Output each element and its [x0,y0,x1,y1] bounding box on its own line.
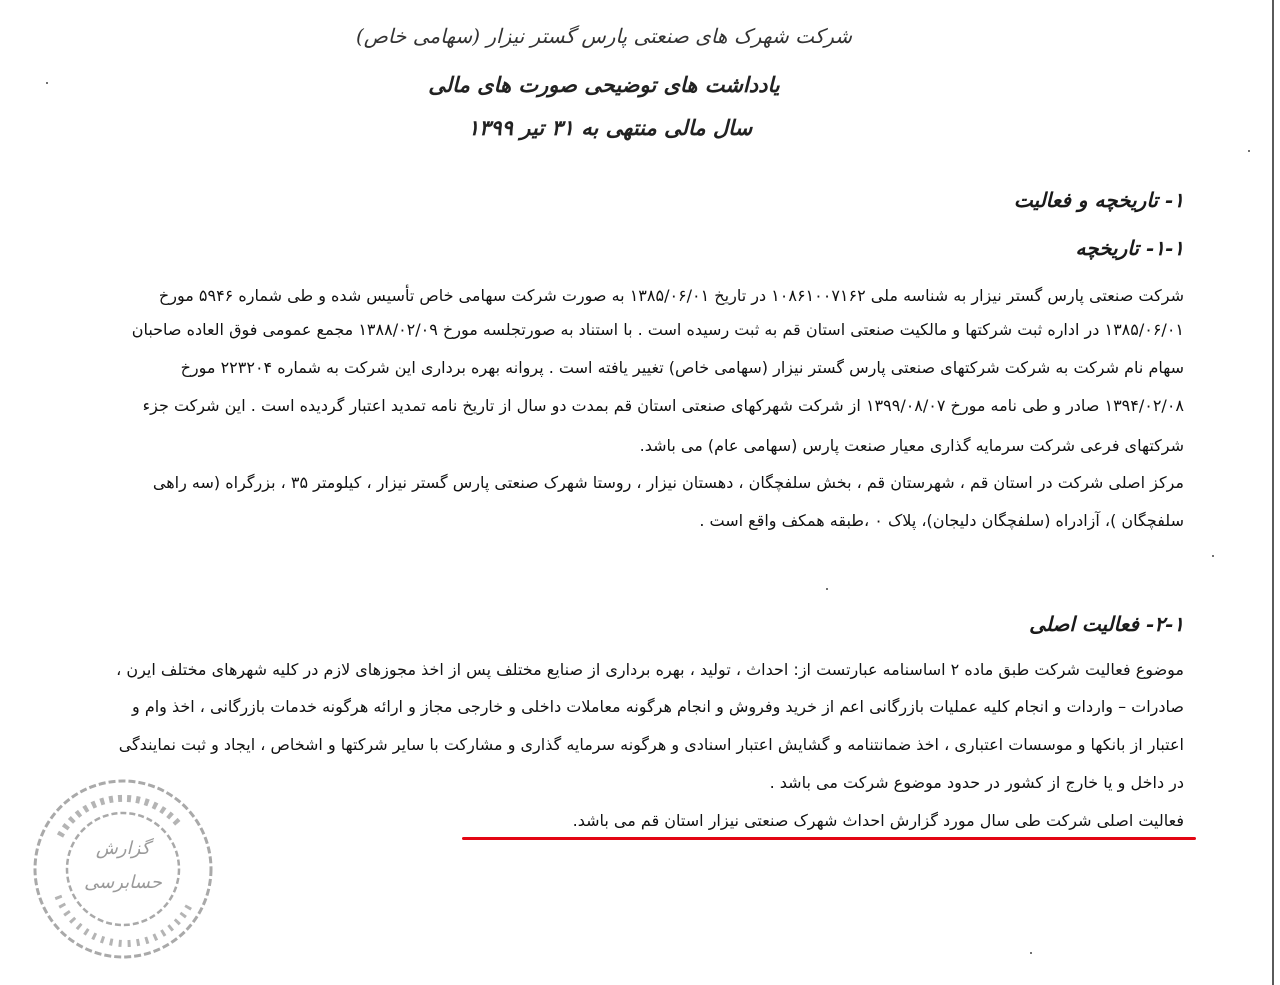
history-line-6: مرکز اصلی شرکت در استان قم ، شهرستان قم ، بخش سلفچگان ، دهستان نیزار ، روستا شهرک صنعتی پارس گستر نیزار ، کیلومتر ۳۵ ، بزرگراه (سه راهی [152,473,1184,492]
history-line-3: سهام نام شرکت به شرکت شرکتهای صنعتی پارس گستر نیزار (سهامی خاص) تغییر یافته است . پروانه بهره برداری این شرکت به شماره ۲۲۳۲۰۴ مورخ [180,358,1184,377]
activity-line-4: در داخل و یا خارج از کشور در حدود موضوع شرکت می باشد . [769,773,1184,792]
section-1-2-title: ۲-۱- فعالیت اصلی [1029,612,1184,636]
audit-stamp [30,776,216,962]
scan-speck [826,588,828,590]
history-line-1: شرکت صنعتی پارس گستر نیزار به شناسه ملی ۱۰۸۶۱۰۰۷۱۶۲ در تاریخ ۱۳۸۵/۰۶/۰۱ به صورت شرکت سهامی خاص تأسیس شده و طی شماره ۵۹۴۶ مورخ [158,286,1184,305]
scan-speck [1212,555,1214,557]
history-line-5: شرکتهای فرعی شرکت سرمایه گذاری معیار صنعت پارس (سهامی عام) می باشد. [639,436,1184,455]
scan-speck [46,82,48,84]
activity-main-line: فعالیت اصلی شرکت طی سال مورد گزارش احداث شهرک صنعتی نیزار استان قم می باشد. [572,811,1184,830]
activity-line-3: اعتبار از بانکها و موسسات اعتباری ، اخذ ضمانتنامه و گشایش اعتبار اسنادی و هرگونه سرمایه گذاری و مشارکت با سایر شرکتها و اشخاص ، ایجاد و ثبت نمایندگی [118,735,1184,754]
history-line-4: ۱۳۹۴/۰۲/۰۸ صادر و طی نامه مورخ ۱۳۹۹/۰۸/۰۷ از شرکت شهرکهای صنعتی استان قم بمدت دو سال از تاریخ نامه تمدید اعتبار گردیده است . این شرکت جزء [142,396,1184,415]
history-line-2: ۱۳۸۵/۰۶/۰۱ در اداره ثبت شرکتها و مالکیت صنعتی استان قم به ثبت رسیده است . با استناد به صورتجلسه مورخ ۱۳۸۸/۰۲/۰۹ مجمع عمومی فوق العاده صاحبان [131,320,1184,339]
scan-speck [1030,952,1032,954]
scan-page-edge [1272,0,1274,985]
history-line-7: سلفچگان )، آزادراه (سلفچگان دلیجان)، پلاک ۰ ،طبقه همکف واقع است . [699,511,1184,530]
scan-speck [1248,150,1250,152]
fiscal-period-header: سال مالی منتهی به ۳۱ تیر ۱۳۹۹ [467,115,753,140]
section-1-1-title: ۱-۱- تاریخچه [1075,236,1184,260]
activity-line-2: صادرات – واردات و انجام کلیه عملیات بازرگانی اعم از خرید وفروش و انجام هرگونه معاملات داخلی و خارجی مجاز و ارائه هرگونه خدمات بازرگانی ، اخذ وام و [132,697,1184,716]
activity-line-1: موضوع فعالیت شرکت طبق ماده ۲ اساسنامه عبارتست از: احداث ، تولید ، بهره برداری از صنایع مختلف پس از اخذ مجوزهای لازم در کلیه شهرهای مختلف ایرن ، [116,660,1184,679]
notes-title-header: یادداشت های توضیحی صورت های مالی [428,72,780,97]
section-1-title: ۱- تاریخچه و فعالیت [1013,188,1184,212]
stamp-word-audit: حسابرسی [84,872,162,893]
company-name-header: شرکت شهرک های صنعتی پارس گستر نیزار (سهامی خاص) [355,24,853,48]
red-highlight-underline [462,837,1196,840]
stamp-word-report: گزارش [95,838,151,859]
